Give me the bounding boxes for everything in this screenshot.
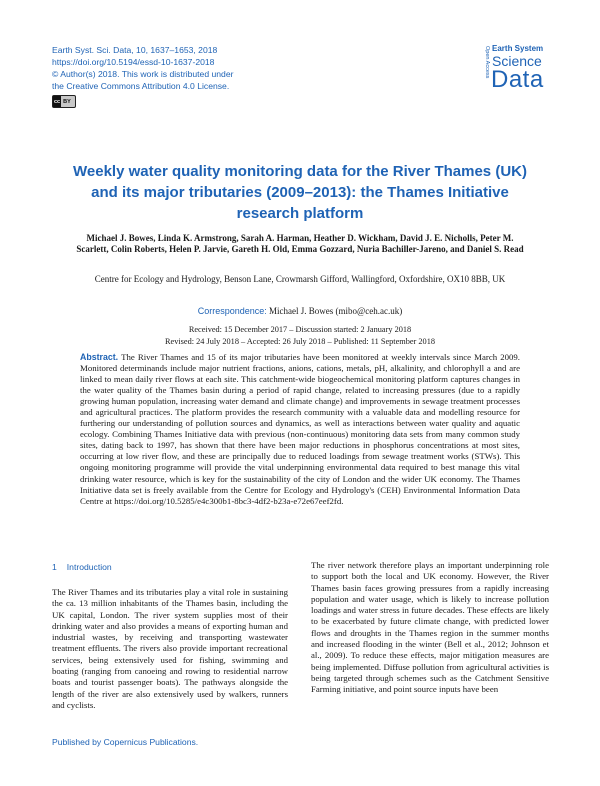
section-number: 1 — [52, 562, 57, 572]
logo-data: Data — [491, 66, 544, 93]
cc-icon-label: cc — [53, 96, 61, 107]
correspondence-label: Correspondence: — [197, 306, 267, 316]
copyright-notice: © Author(s) 2018. This work is distributed under — [52, 69, 234, 79]
journal-logo — [480, 44, 570, 104]
paper-title: Weekly water quality monitoring data for the River Thames (UK) and its major tributaries (2009–2013): the Thames Initiative research platform — [73, 163, 527, 222]
section-heading-introduction — [52, 562, 112, 572]
body-text-left-column: The River Thames and its tributaries play a vital role in sustaining the ca. 13 million inhabitants of the Thames basin, including the UK capital, London. The river system supplies most of their drinking water and also provides a means of exporting human and industrial wastes, by receiving and transporting wastewater treatment effluents. The rivers also provide important recreational services, being extensively used for fishing, swimming and boating (ranging from canoeing and rowing to residential narrow boats and tourist passenger boats). The pathways alongside the length of the river are also extensively used by walkers, runners and cyclists. — [52, 587, 288, 710]
author-list: Michael J. Bowes, Linda K. Armstrong, Sarah A. Harman, Heather D. Wickham, David J. E. Nicholls, Peter M. Scarlett, Colin Roberts, Helen P. Jarvie, Gareth H. Old, Emma Gozzard, Nuria Bachiller-Jareno, and Daniel S. Read — [76, 233, 524, 254]
open-access-text: Open Access — [484, 46, 490, 79]
journal-header — [52, 44, 332, 108]
logo-science: Science — [492, 53, 542, 69]
received-dates: Received: 15 December 2017 – Discussion started: 2 January 2018 — [188, 325, 412, 334]
correspondence — [70, 306, 530, 316]
revised-dates: Revised: 24 July 2018 – Accepted: 26 July 2018 – Published: 11 September 2018 — [164, 337, 435, 346]
open-access-label — [480, 46, 490, 98]
body-text-right-column: The river network therefore plays an important underpinning role to support both the local and UK economy. However, the River Thames basin faces growing pressures from a rapidly increasing population and water usage, which is likely to increase pollution loadings and water stress in future decades. These effects are likely to be exacerbated by future climate change, with predicted lower flows and droughts in the Thames region in the summer months and increased flooding in the winter (Bell et al., 2012; Johnson et al., 2009). To reduce these effects, major mitigation measures are being implemented. Diffuse pollution from agricultural activities is being targeted through schemes such as the Catchment Sensitive Farming initiative, and point source inputs have been — [311, 560, 549, 695]
cc-by-license-icon[interactable] — [52, 95, 76, 108]
abstract-text: The River Thames and 15 of its major tributaries have been monitored at weekly intervals since March 2009. Monitored determinands include major nutrient fractions, anions, cations, metals, pH, alkalinity, and chlorophyll a and are linked to mean daily river flows at each site. This catchment-wide biogeochemical monitoring platform captures changes in the water quality of the Thames basin during a period of rapid change, related to increasing pressures (due to a rapidly growing human population, increasing water demand and climate change) and improvements in sewage treatment processes and agricultural practices. The platform provides the research community with a valuable data and modelling resource for furthering our understanding of pollution sources and dynamics, as well as interactions between water quality and aquatic ecology. Combining Thames Initiative data with previous (non-continuous) monitoring data sets from many common study sites, dating back to 1997, has shown that there have been major reductions in phosphorus concentrations at most sites, occurring at low river flow, and these are principally due to reduced loadings from sewage treatment works (STWs). This ongoing monitoring programme will provide the vital underpinning environmental data required to best manage this vital drinking water resource, which is key for the sustainability of the city of London and the wider UK economy. The Thames Initiative data set is freely available from the Centre for Ecology and Hydrology's (CEH) Environmental Information Data Centre at https://doi.org/10.5285/e4c300b1-8bc3-4df2-b23a-e72e67eef2fd. — [80, 352, 520, 506]
citation: Earth Syst. Sci. Data, 10, 1637–1653, 2018 — [52, 45, 218, 55]
publication-dates — [70, 324, 530, 348]
affiliation: Centre for Ecology and Hydrology, Benson Lane, Crowmarsh Gifford, Wallingford, Oxfordshire, OX10 8BB, UK — [94, 274, 506, 284]
license-notice: the Creative Commons Attribution 4.0 License. — [52, 81, 230, 91]
abstract-label: Abstract. — [80, 352, 119, 362]
publisher-footer: Published by Copernicus Publications. — [52, 737, 199, 747]
by-icon-label: BY — [63, 98, 71, 105]
section-title: Introduction — [66, 562, 112, 572]
correspondence-contact[interactable]: Michael J. Bowes (mibo@ceh.ac.uk) — [269, 306, 403, 316]
logo-earth-system: Earth System — [492, 44, 544, 53]
doi-link[interactable]: https://doi.org/10.5194/essd-10-1637-2018 — [52, 57, 215, 67]
abstract — [80, 352, 520, 507]
